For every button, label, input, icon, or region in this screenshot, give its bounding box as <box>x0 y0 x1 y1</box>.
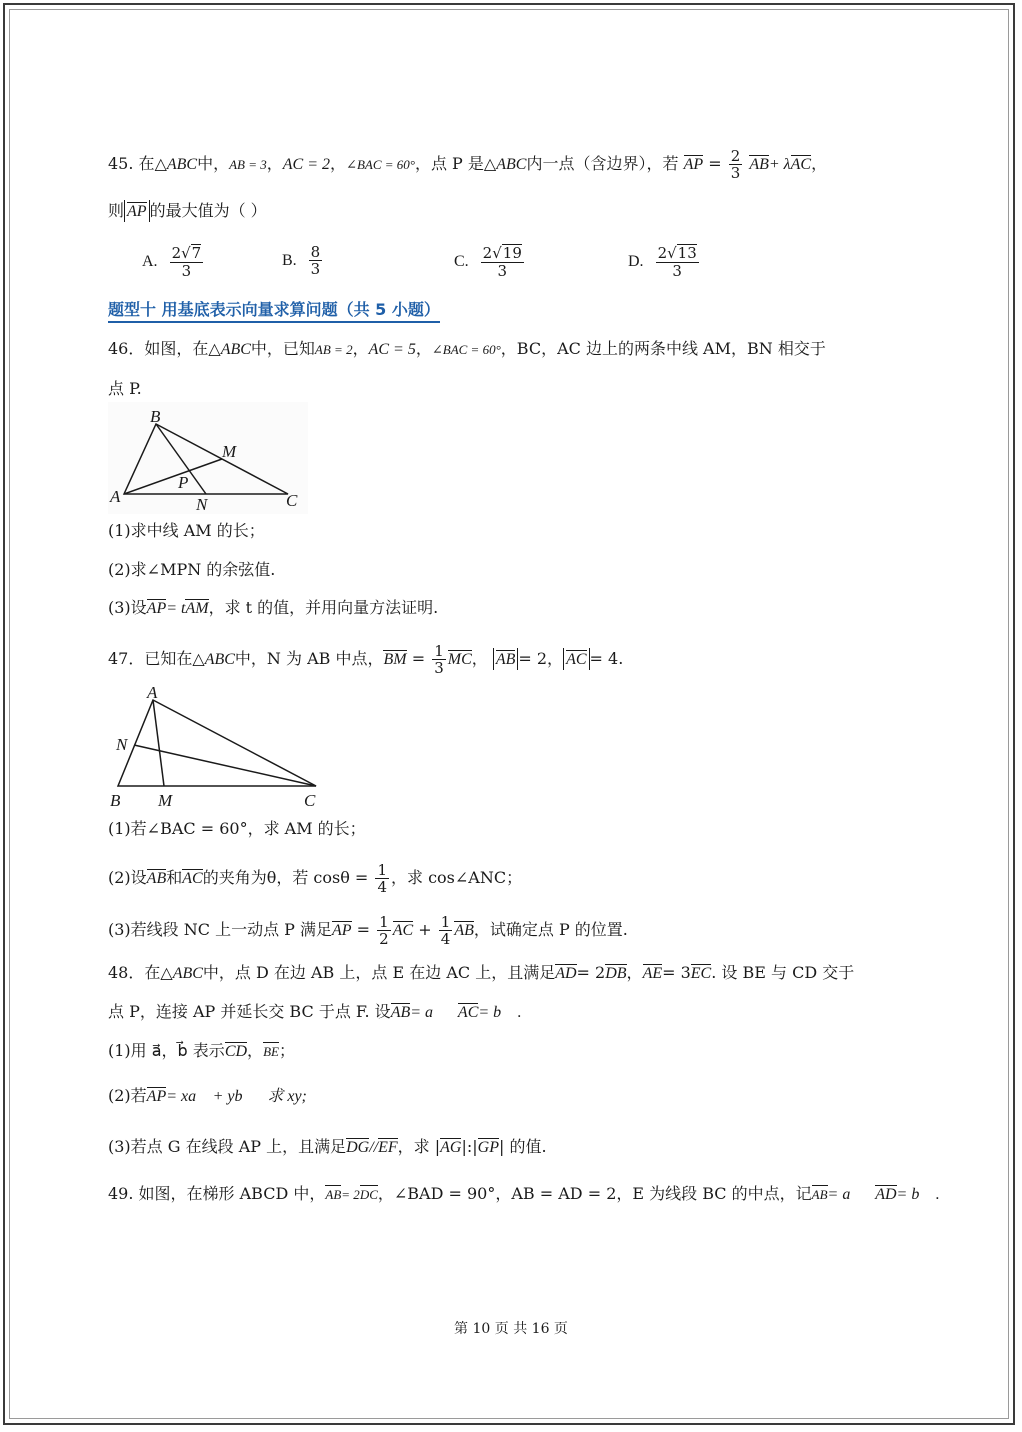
q45-option-c[interactable]: C. $\frac{2√19}{3}$ <box>454 244 522 280</box>
q48-line2: 点 P，连接 AP 并延长交 BC 于点 F. 设AB= a⃗，AC= b⃗ . <box>108 1002 522 1021</box>
q46-label-b: B <box>150 407 161 426</box>
q48-part1: (1)用 a⃗，b⃗ 表示CD，BE； <box>108 1041 295 1060</box>
section-heading[interactable]: 题型十 用基底表示向量求算问题（共 5 小题） <box>108 300 440 323</box>
q46-figure <box>108 402 308 514</box>
page-footer: 第 10 页 共 16 页 <box>454 1321 568 1337</box>
q47-label-b: B <box>110 791 121 810</box>
q45-line2: 则 AP 的最大值为（ ） <box>108 201 267 220</box>
q48-part3: (3)若点 G 在线段 AP 上，且满足DG//EF，求 |AG|:|GP| 的值. <box>108 1137 547 1156</box>
q46-part3: (3)设AP= tAM，求 t 的值，并用向量方法证明. <box>108 598 439 617</box>
q46-label-n: N <box>196 495 208 514</box>
q47-line1: 47．已知在△ABC中，N 为 AB 中点，BM = $\frac{1}{3}$ MC， AB = 2， AC = 4. <box>108 642 624 677</box>
q48-line1: 48．在△ABC中，点 D 在边 AB 上，点 E 在边 AC 上，且满足AD= 2DB，AE= 3EC. 设 BE 与 CD 交于 <box>108 963 855 982</box>
q47-label-a: A <box>147 683 158 702</box>
q45-option-a[interactable]: A. $\frac{2√7}{3}$ <box>142 244 202 280</box>
q46-label-p: P <box>178 473 189 492</box>
q47-label-m: M <box>158 791 173 810</box>
q45-option-d[interactable]: D. $\frac{2√13}{3}$ <box>628 244 697 280</box>
q45-fraction: $\frac{2}{3}$ <box>730 147 741 182</box>
q46-part2: (2)求∠MPN 的余弦值. <box>108 560 276 579</box>
q47-triangle <box>118 700 316 786</box>
q46-line1: 46．如图，在△ABC中，已知AB = 2，AC = 5，∠BAC = 60°，BC，AC 边上的两条中线 AM，BN 相交于 <box>108 339 826 358</box>
q47-figure <box>106 682 328 810</box>
q47-part2: (2)设AB和AC的夹角为θ，若 cosθ = $\frac{1}{4}$ ，求 cos∠ANC； <box>108 861 523 896</box>
q46-label-a: A <box>110 487 121 506</box>
q47-label-n: N <box>116 735 128 754</box>
q47-label-c: C <box>304 791 316 810</box>
q46-line2: 点 P. <box>108 379 142 398</box>
q46-part1: (1)求中线 AM 的长； <box>108 521 265 540</box>
q47-part1: (1)若∠BAC = 60°，求 AM 的长； <box>108 819 366 838</box>
q49-line1: 49. 如图，在梯形 ABCD 中，AB= 2DC，∠BAD = 90°，AB = AD = 2，E 为线段 BC 的中点，记AB= a⃗，AD= b⃗ . <box>108 1184 940 1203</box>
q46-label-c: C <box>286 491 298 510</box>
q45-option-b[interactable]: B. $\frac{8}{3}$ <box>282 243 321 278</box>
q47-part3: (3)若线段 NC 上一动点 P 满足AP = $\frac{1}{2}$ AC + $\frac{1}{4}$ AB，试确定点 P 的位置. <box>108 913 628 948</box>
q47-segment-am <box>153 700 164 786</box>
q45-line1: 45. 在△ABC中，AB = 3，AC = 2，∠BAC = 60°，点 P 是△ABC内一点（含边界），若 AP = $\frac{2}{3}$ AB+ λAC， <box>108 147 828 182</box>
q46-label-m: M <box>222 442 237 461</box>
q48-part2: (2)若AP= xa⃗ + yb⃗，求 xy; <box>108 1086 307 1105</box>
